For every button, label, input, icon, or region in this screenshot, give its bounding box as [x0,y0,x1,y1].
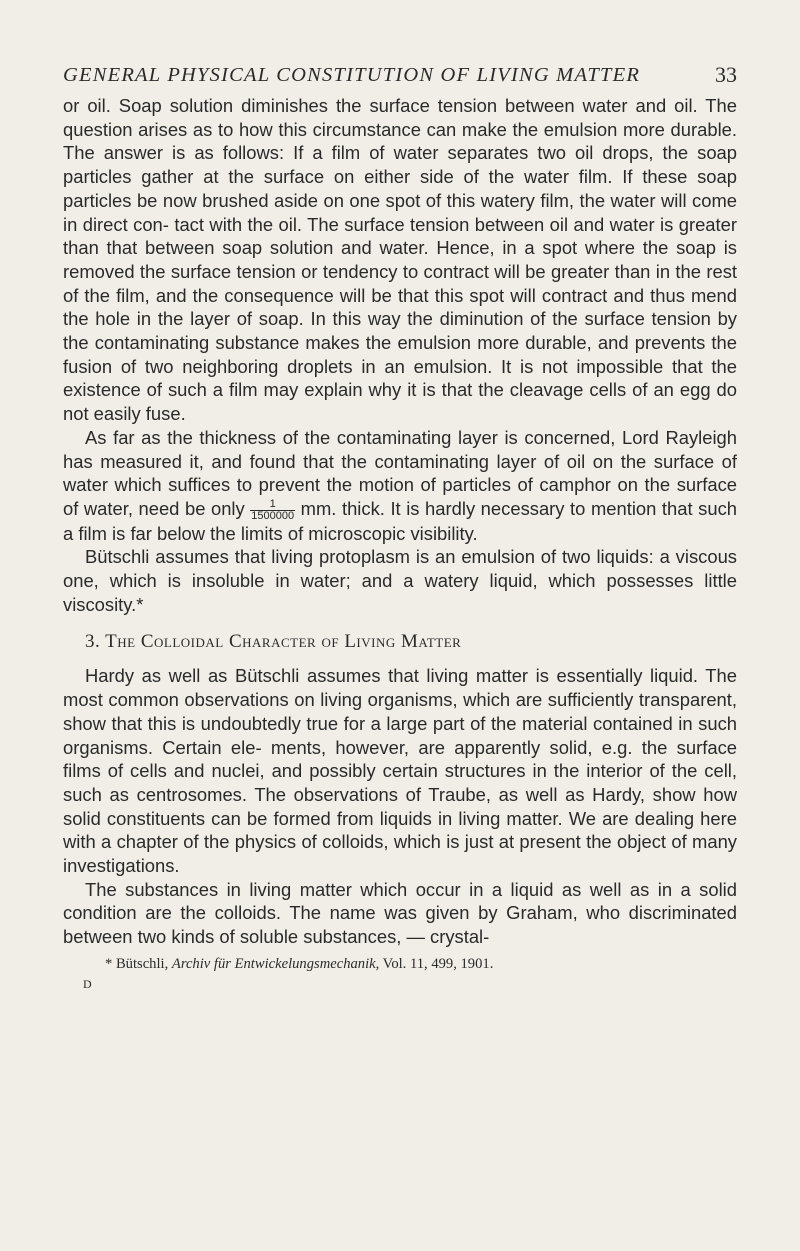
footnote-author: * Bütschli, [105,955,169,972]
fraction [250,499,295,522]
paragraph-2-text-before: As far as the thickness of the contaminating layer is concerned, Lord Rayleigh has measured it, and found that the contaminating layer of oil on the surface of water which suffices to prevent the motion of particles of camphor on the surface of water, need be only [63,426,737,519]
fraction-denominator: 1500000 [251,509,295,522]
fraction-numerator: 1 [269,497,276,510]
paragraph-2 [63,426,737,545]
paragraph-2-text-after: mm. thick. It is hardly necessary to mention that such a film is far below the limits of microscopic visibility. [63,497,737,544]
footnote-citation: Vol. 11, 499, 1901. [382,955,494,972]
paragraph-3: Bütschli assumes that living protoplasm is an emulsion of two liquids: a viscous one, which is insoluble in water; and a watery liquid, which possesses little viscosity.* [63,546,737,615]
book-page [63,60,737,992]
paragraph-4: Hardy as well as Bütschli assumes that living matter is essentially liquid. The most common observations on living organisms, which are sufficiently transparent, show that this is undoubtedly true for a large part of the material contained in such organisms. Certain ele- ments, however, are apparently solid, e.g. the surface films of cells and nuclei, and possibly certain structures in the interior of the cell, such as centrosomes. The observations of Traube, as well as Hardy, show how solid constituents can be formed from liquids in living matter. We are dealing here with a chapter of the physics of colloids, which is just at present the object of many investigations. [63,665,737,877]
footnote [105,955,737,973]
running-head [63,60,737,94]
footnote-journal: Archiv für Entwickelungsmechanik, [171,955,380,972]
signature-mark: D [83,976,92,991]
section-heading: 3. The Colloidal Character of Living Matter [85,631,462,653]
running-title: GENERAL PHYSICAL CONSTITUTION OF LIVING MATTER [63,64,641,86]
page-number: 33 [715,62,737,87]
paragraph-1: or oil. Soap solution diminishes the surface tension between water and oil. The question arises as to how this circumstance can make the emulsion more durable. The answer is as follows: If a film of water separates two oil drops, the soap particles gather at the surface on either side of the water film. If these soap particles be now brushed aside on one spot of this watery film, the water will come in direct con- tact with the oil. The surface tension between oil and water is greater than that between soap solution and water. Hence, in a spot where the soap is removed the surface tension or tendency to contract will be greater than in the rest of the film, and the consequence will be that this spot will contract and thus mend the hole in the layer of soap. In this way the diminution of the surface tension by the contaminating substance makes the emulsion more durable, and prevents the fusion of two neighboring droplets in an emulsion. It is not impossible that the existence of such a film may explain why it is that the cleavage cells of an egg do not easily fuse. [63,95,737,425]
paragraph-5: The substances in living matter which occur in a liquid as well as in a solid condition are the colloids. The name was given by Graham, who discriminated between two kinds of soluble substances, — crystal- [63,878,737,948]
